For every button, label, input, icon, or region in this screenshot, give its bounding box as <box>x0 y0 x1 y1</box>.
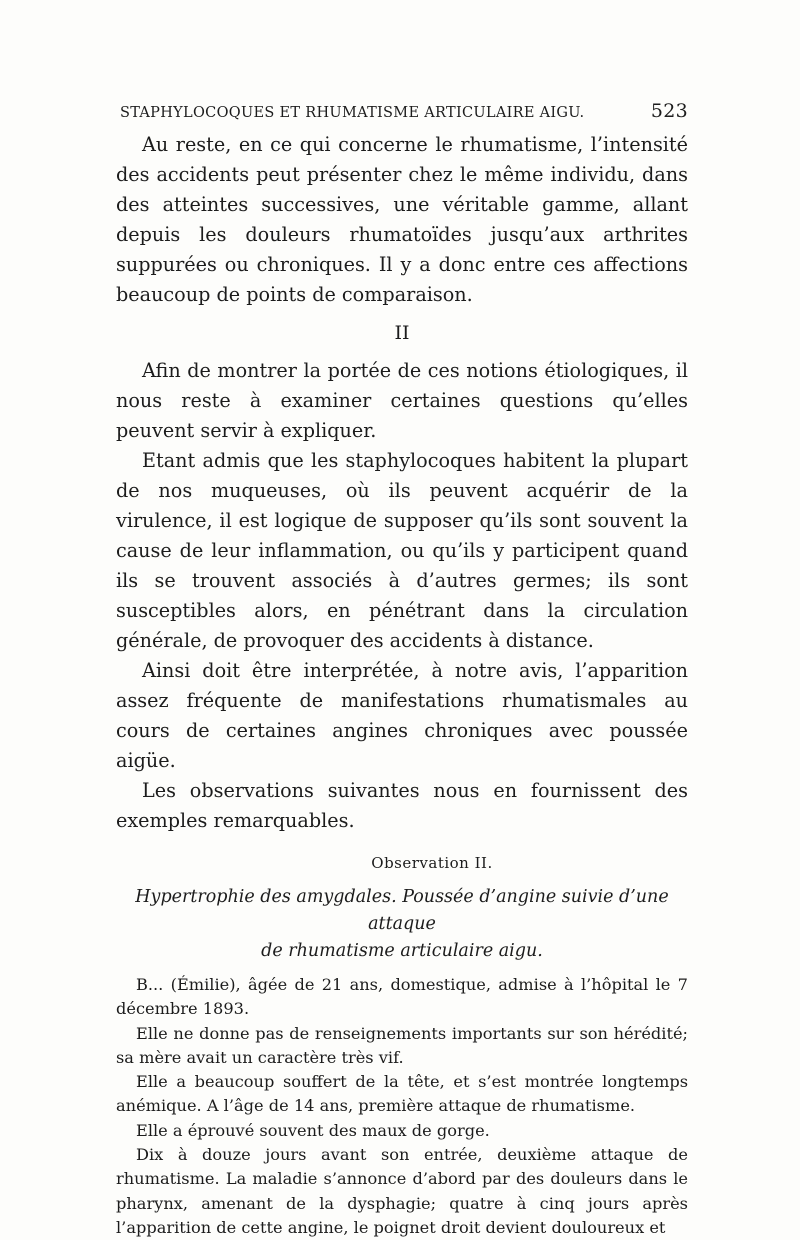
section-i-end <box>116 130 688 310</box>
paragraph: Dix à douze jours avant son entrée, deuxième attaque de rhumatisme. La maladie s’annonce d’abord par des douleurs dans le pharynx, amenant de la dysphagie; quatre à cinq jours après l’apparition de cette angine, le poignet droit devient douloureux et <box>116 1145 688 1237</box>
paragraph: B... (Émilie), âgée de 21 ans, domestique, admise à l’hôpital le 7 décembre 1893. <box>116 975 688 1019</box>
observation-subtitle-line2: de rhumatisme articulaire aigu. <box>261 941 543 961</box>
paragraph: Les observations suivantes nous en fournissent des exemples remarquables. <box>116 779 688 832</box>
paragraph: Elle a beaucoup souffert de la tête, et s’est montrée longtemps anémique. A l’âge de 14 ans, première attaque de rhumatisme. <box>116 1072 688 1116</box>
paragraph: Elle a éprouvé souvent des maux de gorge. <box>136 1120 490 1140</box>
section-number: II <box>394 322 410 344</box>
observation-subtitle <box>116 884 688 965</box>
running-header <box>120 100 688 122</box>
observation-body <box>116 973 688 1240</box>
observation-subtitle-line1: Hypertrophie des amygdales. Poussée d’angine suivie d’une attaque <box>135 887 669 934</box>
paragraph: Au reste, en ce qui concerne le rhumatisme, l’intensité des accidents peut présenter chez le même individu, dans des atteintes successives, une véritable gamme, allant depuis les douleurs rhumatoïdes jusqu’aux arthrites suppurées ou chroniques. Il y a donc entre ces affections beaucoup de points de comparaison. <box>116 133 688 306</box>
page-number: 523 <box>650 100 688 122</box>
body-text <box>116 130 688 1240</box>
paragraph: Etant admis que les staphylocoques habitent la plupart de nos muqueuses, où ils peuvent acquérir de la virulence, il est logique de supposer qu’ils sont souvent la cause de leur inflammation, ou qu’ils y participent quand ils se trouvent associés à d’autres germes; ils sont susceptibles alors, en pénétrant dans la circulation générale, de provoquer des accidents à distance. <box>116 449 688 652</box>
paragraph: Elle ne donne pas de renseignements importants sur son hérédité; sa mère avait un caractère très vif. <box>116 1023 688 1067</box>
section-ii <box>116 356 688 836</box>
paragraph: Ainsi doit être interprétée, à notre avis, l’apparition assez fréquente de manifestations rhumatismales au cours de certaines angines chroniques avec poussée aigüe. <box>116 659 688 772</box>
running-title: STAPHYLOCOQUES ET RHUMATISME ARTICULAIRE AIGU. <box>120 105 585 121</box>
observation-title: Observation II. <box>371 854 493 872</box>
paragraph: Afin de montrer la portée de ces notions étiologiques, il nous reste à examiner certaines questions qu’elles peuvent servir à expliquer. <box>116 359 688 442</box>
